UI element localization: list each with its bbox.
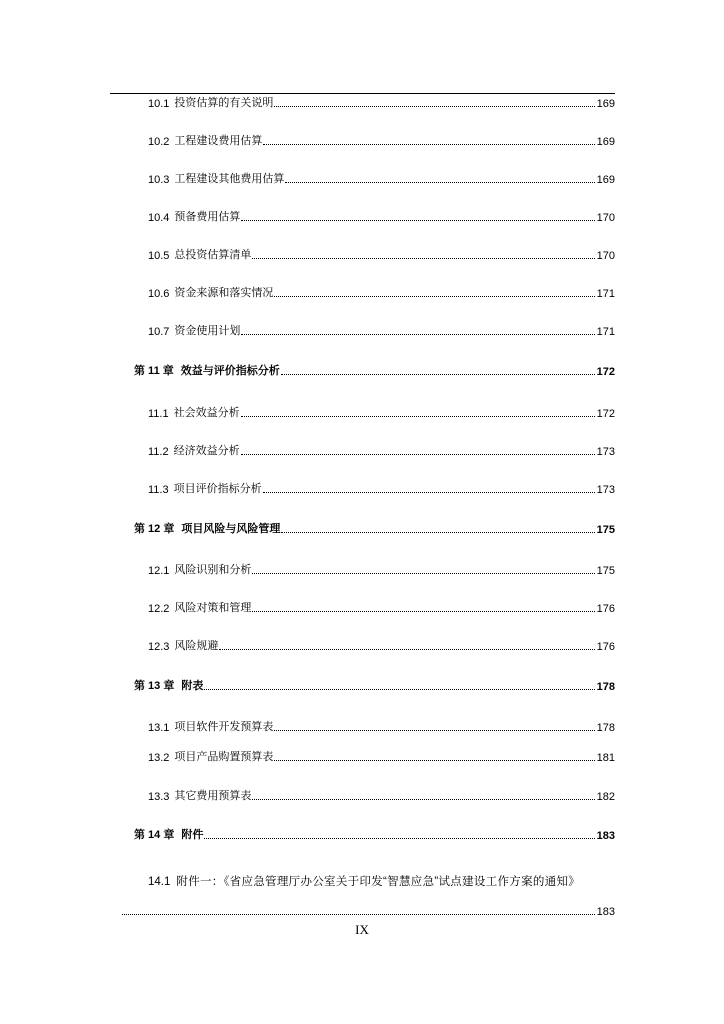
toc-title: 总投资估算清单 <box>174 249 252 261</box>
toc-number: 10.4 <box>148 212 170 224</box>
dot-leader <box>274 760 594 761</box>
toc-number: 10.5 <box>148 250 170 262</box>
toc-page: 176 <box>596 603 615 615</box>
toc-entry-10-7[interactable] <box>148 322 615 338</box>
toc-page: 181 <box>596 752 615 764</box>
toc-number: 12.3 <box>148 641 170 653</box>
toc-number: 10.2 <box>148 136 170 148</box>
toc-entry-13-1[interactable] <box>148 718 615 734</box>
toc-number: 10.6 <box>148 288 170 300</box>
dot-leader <box>252 611 594 612</box>
toc-page: 175 <box>596 524 615 536</box>
dot-leader <box>204 689 594 690</box>
dot-leader <box>204 838 594 839</box>
toc-number: 12.1 <box>148 565 170 577</box>
dot-leader <box>252 799 594 800</box>
dot-leader <box>274 296 594 297</box>
dot-leader <box>281 532 594 533</box>
dot-leader <box>252 573 594 574</box>
toc-page: 169 <box>596 174 615 186</box>
toc-chapter-14[interactable] <box>134 826 615 842</box>
toc-title: 投资估算的有关说明 <box>174 97 274 109</box>
toc-entry-13-3[interactable] <box>148 787 615 803</box>
dot-leader <box>241 334 594 335</box>
dot-leader <box>285 182 594 183</box>
toc-title: 项目风险与风险管理 <box>181 523 281 535</box>
toc-chapter-12[interactable] <box>134 520 615 536</box>
toc-title: 风险规避 <box>174 640 219 652</box>
toc-entry-14-1[interactable] <box>148 873 580 889</box>
toc-page: 183 <box>596 830 615 842</box>
toc-page: 170 <box>596 212 615 224</box>
toc-number: 13.1 <box>148 722 170 734</box>
toc-entry-10-1[interactable] <box>148 94 615 110</box>
toc-entry-13-2[interactable] <box>148 748 615 764</box>
toc-title: 社会效益分析 <box>173 407 240 419</box>
toc-title: 附件 <box>181 829 204 841</box>
toc-number: 11.1 <box>148 408 169 420</box>
toc-chapter-11[interactable] <box>134 362 615 378</box>
toc-title: 预备费用估算 <box>174 211 241 223</box>
dot-leader <box>241 416 595 417</box>
toc-entry-10-5[interactable] <box>148 246 615 262</box>
toc-number: 13.2 <box>148 752 170 764</box>
toc-page: 178 <box>596 681 615 693</box>
toc-page: 175 <box>596 565 615 577</box>
toc-entry-12-1[interactable] <box>148 561 615 577</box>
dot-leader <box>219 649 594 650</box>
toc-number: 10.7 <box>148 326 170 338</box>
dot-leader <box>263 144 594 145</box>
dot-leader <box>263 492 595 493</box>
toc-entry-10-2[interactable] <box>148 132 615 148</box>
toc-title: 项目评价指标分析 <box>173 483 262 495</box>
dot-leader <box>281 374 595 375</box>
toc-title: 其它费用预算表 <box>174 790 252 802</box>
toc-number: 14.1 <box>148 876 171 888</box>
toc-entry-10-6[interactable] <box>148 284 615 300</box>
toc-title: 资金使用计划 <box>174 325 241 337</box>
toc-page: 173 <box>596 446 615 458</box>
toc-title: 项目产品购置预算表 <box>174 751 274 763</box>
toc-page: 172 <box>596 408 615 420</box>
toc-page: 170 <box>596 250 615 262</box>
toc-entry-11-1[interactable] <box>148 404 615 420</box>
toc-page: 169 <box>596 136 615 148</box>
toc-number: 第 13 章 <box>134 680 175 692</box>
toc-page: 173 <box>596 484 615 496</box>
toc-number: 12.2 <box>148 603 170 615</box>
dot-leader <box>241 454 595 455</box>
toc-title: 项目软件开发预算表 <box>174 721 274 733</box>
toc-entry-10-4[interactable] <box>148 208 615 224</box>
toc-title: 经济效益分析 <box>173 445 240 457</box>
toc-number: 11.3 <box>148 484 169 496</box>
toc-title: 风险识别和分析 <box>174 564 252 576</box>
toc-title: 工程建设费用估算 <box>174 135 263 147</box>
toc-number: 11.2 <box>148 446 169 458</box>
dot-leader <box>274 730 594 731</box>
toc-page: 183 <box>596 906 615 918</box>
dot-leader <box>122 914 595 915</box>
toc-page: 182 <box>596 791 615 803</box>
dot-leader <box>241 220 594 221</box>
toc-page: 176 <box>596 641 615 653</box>
toc-title: 资金来源和落实情况 <box>174 287 274 299</box>
toc-number: 10.3 <box>148 174 170 186</box>
toc-title: 风险对策和管理 <box>174 602 252 614</box>
dot-leader <box>252 258 594 259</box>
page-number: IX <box>355 922 369 937</box>
toc-chapter-13[interactable] <box>134 677 615 693</box>
toc-entry-14-1-leader-line[interactable] <box>122 902 615 918</box>
toc-title: 工程建设其他费用估算 <box>174 173 285 185</box>
toc-page: 171 <box>596 326 615 338</box>
toc-entry-11-3[interactable] <box>148 480 615 496</box>
toc-page: 172 <box>596 366 615 378</box>
toc-entry-12-3[interactable] <box>148 637 615 653</box>
toc-number: 10.1 <box>148 98 170 110</box>
toc-number: 第 12 章 <box>134 523 175 535</box>
toc-page: 178 <box>596 722 615 734</box>
toc-page: 171 <box>596 288 615 300</box>
toc-number: 第 11 章 <box>134 365 174 377</box>
toc-page: 169 <box>596 98 615 110</box>
toc-title: 附表 <box>181 680 204 692</box>
toc-title: 附件一：《省应急管理厅办公室关于印发“智慧应急”试点建设工作方案的通知》 <box>176 876 581 888</box>
toc-number: 13.3 <box>148 791 170 803</box>
toc-title: 效益与评价指标分析 <box>180 365 280 377</box>
toc-number: 第 14 章 <box>134 829 175 841</box>
toc-entry-10-3[interactable] <box>148 170 615 186</box>
dot-leader <box>274 106 594 107</box>
toc-entry-12-2[interactable] <box>148 599 615 615</box>
toc-entry-11-2[interactable] <box>148 442 615 458</box>
